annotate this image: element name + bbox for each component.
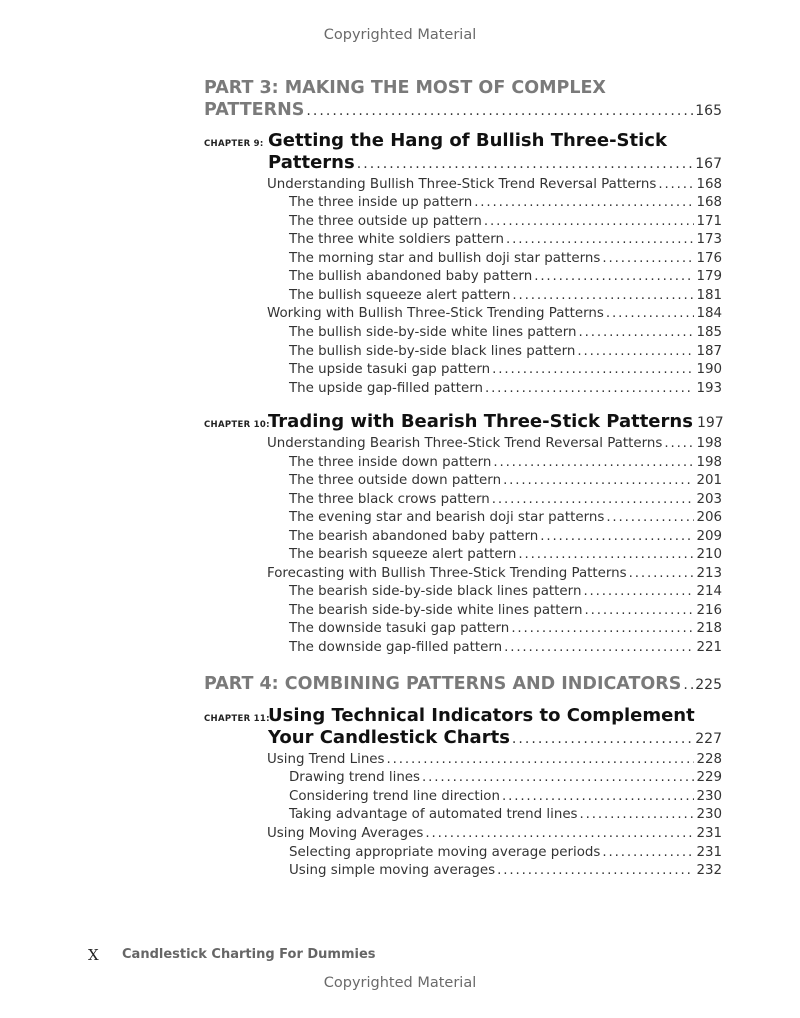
entry-title: Using Moving Averages xyxy=(267,826,424,841)
part-title-continued: PATTERNS xyxy=(204,100,305,120)
entry-title: Using simple moving averages xyxy=(289,863,496,878)
entry-title: The morning star and bullish doji star patterns xyxy=(289,251,601,266)
dot-leader xyxy=(606,306,695,321)
dot-leader xyxy=(664,436,694,451)
chapter-title-continued: Patterns xyxy=(268,152,355,173)
dot-leader xyxy=(579,325,695,340)
subsection-entry xyxy=(289,789,722,804)
entry-title: The three outside down pattern xyxy=(289,473,502,488)
page-number: 225 xyxy=(695,677,722,693)
dot-leader xyxy=(512,731,693,747)
chapter-title: Getting the Hang of Bullish Three-Stick xyxy=(268,130,667,151)
entry-title: The upside tasuki gap pattern xyxy=(289,362,491,377)
page-number: 197 xyxy=(696,415,724,431)
entry-title: The three black crows pattern xyxy=(289,492,490,507)
page-number: 206 xyxy=(696,510,722,525)
section-entry xyxy=(267,177,722,192)
subsection-entry xyxy=(289,195,722,210)
chapter-label: CHAPTER 10: xyxy=(204,420,270,430)
page-number: 167 xyxy=(695,156,722,172)
dot-leader xyxy=(602,845,694,860)
entry-title: The bullish abandoned baby pattern xyxy=(289,269,533,284)
chapter-title-continued: Your Candlestick Charts xyxy=(268,727,510,748)
dot-leader xyxy=(306,103,693,119)
subsection-entry xyxy=(289,362,722,377)
page-number: 173 xyxy=(696,232,722,247)
subsection-entry xyxy=(289,381,722,396)
dot-leader xyxy=(504,640,694,655)
subsection-entry xyxy=(289,863,722,878)
dot-leader xyxy=(503,473,694,488)
entry-title: Understanding Bullish Three-Stick Trend Reversal Patterns xyxy=(267,177,657,192)
dot-leader xyxy=(602,251,694,266)
dot-leader xyxy=(492,362,694,377)
subsection-entry xyxy=(289,269,722,284)
subsection-entry xyxy=(289,584,722,599)
page-number: 185 xyxy=(696,325,722,340)
dot-leader xyxy=(493,455,694,470)
part-entry xyxy=(204,674,722,694)
page-number: 176 xyxy=(696,251,722,266)
chapter-title: Trading with Bearish Three-Stick Patterns xyxy=(268,411,693,432)
dot-leader xyxy=(512,288,694,303)
dot-leader xyxy=(484,214,695,229)
page-number: 209 xyxy=(696,529,722,544)
dot-leader xyxy=(606,510,694,525)
page-number: 213 xyxy=(696,566,722,581)
dot-leader xyxy=(580,807,695,822)
subsection-entry xyxy=(289,640,722,655)
page-number: 231 xyxy=(696,826,722,841)
entry-title: The three inside up pattern xyxy=(289,195,473,210)
section-entry xyxy=(267,306,722,321)
page-number: 227 xyxy=(695,731,722,747)
page-number: 216 xyxy=(696,603,722,618)
entry-title: The bullish side-by-side black lines pattern xyxy=(289,344,576,359)
entry-title: The bullish squeeze alert pattern xyxy=(289,288,511,303)
subsection-entry xyxy=(289,455,722,470)
subsection-entry xyxy=(289,492,722,507)
dot-leader xyxy=(511,621,694,636)
part-title: PART 3: MAKING THE MOST OF COMPLEX xyxy=(204,78,606,98)
dot-leader xyxy=(683,677,693,693)
dot-leader xyxy=(502,789,694,804)
page-number: 168 xyxy=(696,195,722,210)
subsection-entry xyxy=(289,473,722,488)
entry-title: Drawing trend lines xyxy=(289,770,421,785)
part-title: PART 4: COMBINING PATTERNS AND INDICATORS xyxy=(204,674,682,694)
dot-leader xyxy=(629,566,695,581)
page-number: 218 xyxy=(696,621,722,636)
entry-title: Taking advantage of automated trend lines xyxy=(289,807,578,822)
subsection-entry xyxy=(289,344,722,359)
dot-leader xyxy=(425,826,694,841)
entry-title: Considering trend line direction xyxy=(289,789,500,804)
dot-leader xyxy=(387,752,695,767)
subsection-entry xyxy=(289,603,722,618)
chapter-entry xyxy=(268,411,722,432)
page-number: 181 xyxy=(696,288,722,303)
section-entry xyxy=(267,826,722,841)
page-number: 168 xyxy=(696,177,722,192)
subsection-entry xyxy=(289,547,722,562)
part-entry xyxy=(204,100,722,120)
dot-leader xyxy=(658,177,694,192)
dot-leader xyxy=(583,584,694,599)
dot-leader xyxy=(485,381,694,396)
dot-leader xyxy=(518,547,694,562)
subsection-entry xyxy=(289,621,722,636)
page-number: 171 xyxy=(696,214,722,229)
page-number: 184 xyxy=(696,306,722,321)
copyright-watermark-top: Copyrighted Material xyxy=(323,27,477,43)
dot-leader xyxy=(540,529,694,544)
page-number: 193 xyxy=(696,381,722,396)
page-number: 165 xyxy=(695,103,722,119)
page-number: 187 xyxy=(696,344,722,359)
subsection-entry xyxy=(289,510,722,525)
page-number: 179 xyxy=(696,269,722,284)
copyright-watermark-bottom: Copyrighted Material xyxy=(323,975,477,991)
dot-leader xyxy=(422,770,694,785)
page-number: 228 xyxy=(696,752,722,767)
entry-title: The upside gap-filled pattern xyxy=(289,381,483,396)
entry-title: Selecting appropriate moving average periods xyxy=(289,845,601,860)
subsection-entry xyxy=(289,214,722,229)
page-number: 201 xyxy=(696,473,722,488)
page-number: 190 xyxy=(696,362,722,377)
entry-title: Forecasting with Bullish Three-Stick Trending Patterns xyxy=(267,566,627,581)
subsection-entry xyxy=(289,288,722,303)
page-number: 214 xyxy=(696,584,722,599)
chapter-label: CHAPTER 11: xyxy=(204,714,270,724)
subsection-entry xyxy=(289,251,722,266)
section-entry xyxy=(267,566,722,581)
page-number: 230 xyxy=(696,807,722,822)
dot-leader xyxy=(357,156,694,172)
entry-title: The bearish abandoned baby pattern xyxy=(289,529,539,544)
subsection-entry xyxy=(289,529,722,544)
chapter-label: CHAPTER 9: xyxy=(204,139,264,149)
entry-title: The three outside up pattern xyxy=(289,214,482,229)
page-number: 198 xyxy=(696,436,722,451)
entry-title: Understanding Bearish Three-Stick Trend Reversal Patterns xyxy=(267,436,663,451)
dot-leader xyxy=(506,232,694,247)
page-number: 221 xyxy=(696,640,722,655)
entry-title: The bullish side-by-side white lines pattern xyxy=(289,325,577,340)
page-number: 229 xyxy=(696,770,722,785)
page-number: 198 xyxy=(696,455,722,470)
subsection-entry xyxy=(289,845,722,860)
entry-title: Using Trend Lines xyxy=(267,752,385,767)
dot-leader xyxy=(585,603,695,618)
subsection-entry xyxy=(289,232,722,247)
chapter-title: Using Technical Indicators to Complement xyxy=(268,705,695,726)
chapter-entry xyxy=(268,152,722,173)
entry-title: The evening star and bearish doji star patterns xyxy=(289,510,605,525)
section-entry xyxy=(267,752,722,767)
entry-title: The bearish squeeze alert pattern xyxy=(289,547,517,562)
entry-title: Working with Bullish Three-Stick Trending Patterns xyxy=(267,306,604,321)
dot-leader xyxy=(474,195,694,210)
page-number: 203 xyxy=(696,492,722,507)
entry-title: The bearish side-by-side black lines pattern xyxy=(289,584,582,599)
dot-leader xyxy=(577,344,694,359)
section-entry xyxy=(267,436,722,451)
dot-leader xyxy=(534,269,694,284)
page-numeral: X xyxy=(88,946,99,964)
entry-title: The bearish side-by-side white lines pattern xyxy=(289,603,583,618)
entry-title: The downside tasuki gap pattern xyxy=(289,621,510,636)
entry-title: The three inside down pattern xyxy=(289,455,492,470)
dot-leader xyxy=(492,492,695,507)
page-number: 230 xyxy=(696,789,722,804)
chapter-entry xyxy=(268,727,722,748)
page-number: 231 xyxy=(696,845,722,860)
subsection-entry xyxy=(289,325,722,340)
subsection-entry xyxy=(289,807,722,822)
entry-title: The downside gap-filled pattern xyxy=(289,640,503,655)
page-number: 210 xyxy=(696,547,722,562)
entry-title: The three white soldiers pattern xyxy=(289,232,505,247)
subsection-entry xyxy=(289,770,722,785)
page-number: 232 xyxy=(696,863,722,878)
running-footer-title: Candlestick Charting For Dummies xyxy=(122,947,376,962)
dot-leader xyxy=(497,863,694,878)
